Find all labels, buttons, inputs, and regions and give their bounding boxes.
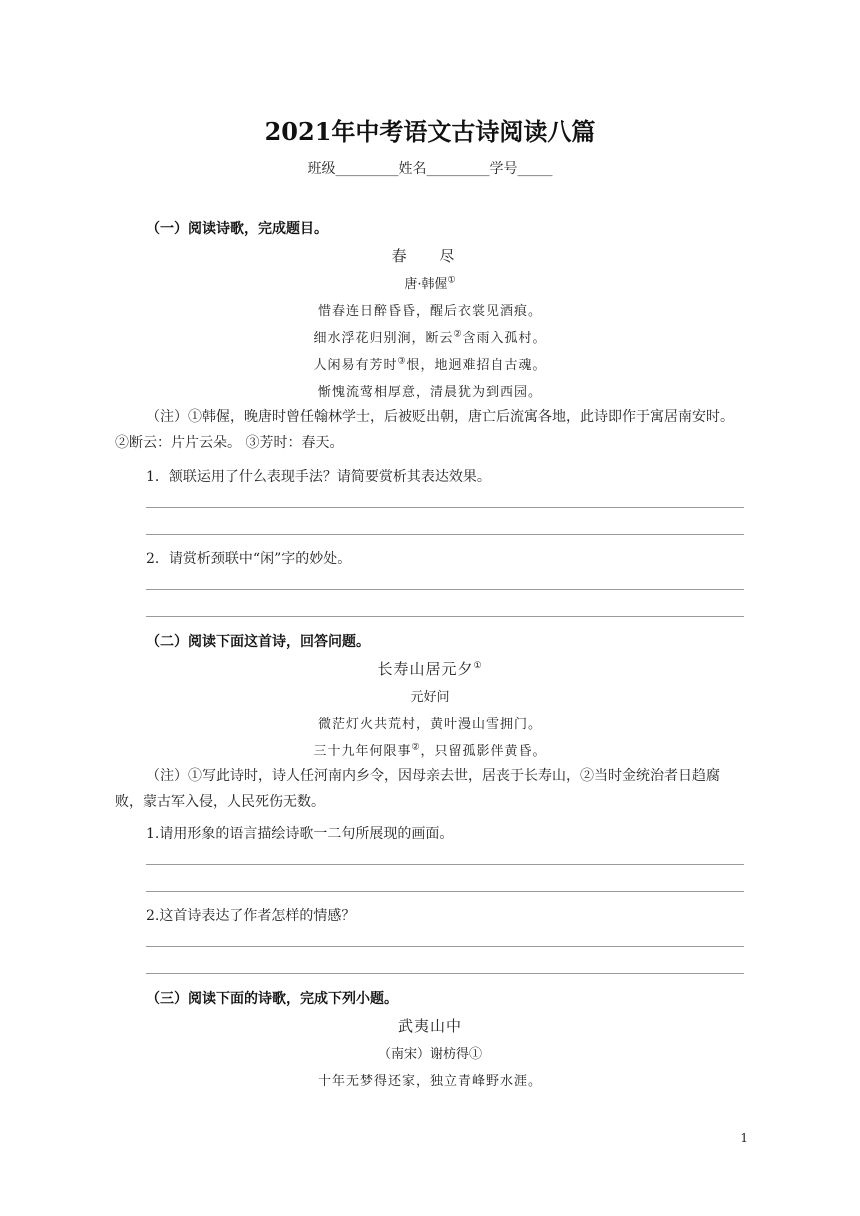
section-3-heading: （三）阅读下面的诗歌，完成下列小题。 (146, 991, 398, 1007)
student-info-line: 班级_________姓名_________学号_____ (307, 161, 553, 177)
document-title: 2021年中考语文古诗阅读八篇 (264, 117, 596, 146)
section-3-poem-line-1: 十年无梦得还家，独立青峰野水涯。 (317, 1074, 542, 1089)
answer-line[interactable] (146, 534, 744, 535)
section-1-poem-author: 唐·韩偓① (404, 275, 456, 292)
section-1-note: （注）①韩偓，晚唐时曾任翰林学士，后被贬出朝，唐亡后流寓各地，此诗即作于寓居南安时。 ②断云：片片云朵。 ③芳时：春天。 (115, 409, 734, 451)
section-1-poem-line-4: 惭愧流莺相厚意，清晨犹为到西园。 (317, 385, 542, 400)
section-2-heading: （二）阅读下面这首诗，回答问题。 (146, 634, 370, 650)
section-1-question-1: 1．颔联运用了什么表现手法？请简要赏析其表达效果。 (146, 469, 491, 485)
section-2-poem-author: 元好问 (410, 690, 450, 705)
answer-line[interactable] (146, 864, 744, 865)
answer-line[interactable] (146, 946, 744, 947)
answer-line[interactable] (146, 973, 744, 974)
page-number: 1 (740, 1131, 748, 1145)
section-1-poem-line-1: 惜春连日醉昏昏，醒后衣裳见酒痕。 (317, 304, 542, 319)
section-1-poem-line-3: 人闲易有芳时③恨，地迥难招自古魂。 (313, 356, 547, 373)
answer-line[interactable] (146, 589, 744, 590)
section-2-question-2: 2.这首诗表达了作者怎样的情感？ (146, 908, 356, 924)
section-1-poem-title: 春 尽 (391, 247, 469, 265)
answer-line[interactable] (146, 507, 744, 508)
answer-line[interactable] (146, 616, 744, 617)
section-1-poem-line-2: 细水浮花归别涧，断云②含雨入孤村。 (313, 329, 547, 346)
section-1-heading: （一）阅读诗歌，完成题目。 (146, 221, 328, 237)
section-2-poem-line-1: 微茫灯火共荒村，黄叶漫山雪拥门。 (317, 717, 542, 732)
section-3-poem-author: （南宋）谢枋得① (377, 1047, 482, 1062)
section-2-poem-line-2: 三十九年何限事②，只留孤影伴黄昏。 (313, 742, 547, 759)
section-2-poem-title: 长寿山居元夕① (377, 660, 483, 678)
answer-line[interactable] (146, 891, 744, 892)
section-3-poem-title: 武夷山中 (397, 1017, 462, 1035)
section-2-note: （注）①写此诗时，诗人任河南内乡令，因母亲去世，居丧于长寿山，②当时金统治者日趋腐败，蒙古军入侵，人民死伤无数。 (115, 768, 720, 810)
section-1-question-2: 2．请赏析颈联中“闲”字的妙处。 (146, 551, 352, 567)
section-2-question-1: 1.请用形象的语言描绘诗歌一二句所展现的画面。 (146, 826, 454, 842)
